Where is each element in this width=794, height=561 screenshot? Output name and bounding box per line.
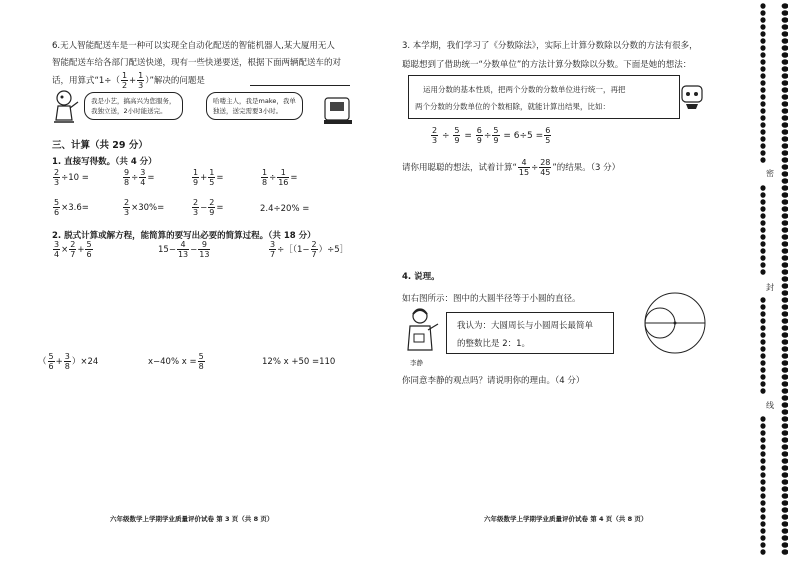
- expr-2: $\frac{9}{8}$ ÷ $\frac{3}{4}$ =: [124, 168, 155, 187]
- binding-dot: [782, 472, 788, 478]
- binding-dot: [760, 318, 765, 324]
- binding-dot: [760, 185, 765, 191]
- binding-dot: [760, 465, 765, 471]
- method-box: [408, 75, 680, 119]
- binding-dot: [760, 444, 765, 450]
- robot-head-icon: [678, 82, 706, 110]
- binding-dot: [782, 521, 788, 527]
- binding-dot: [760, 52, 765, 58]
- binding-dot: [782, 73, 788, 79]
- binding-dot: [782, 178, 788, 184]
- binding-dot: [760, 374, 765, 380]
- binding-dot: [782, 248, 788, 254]
- binding-dot: [760, 199, 765, 205]
- binding-dot: [782, 318, 788, 324]
- binding-dot: [760, 94, 765, 100]
- answer-line[interactable]: [250, 84, 350, 86]
- binding-dot: [782, 381, 788, 387]
- binding-dot: [782, 171, 788, 177]
- problem-1: $\frac{3}{4}$ × $\frac{2}{7}$ + $\frac{5}{6}$: [54, 240, 92, 259]
- binding-dot: [782, 311, 788, 317]
- binding-dot: [782, 101, 788, 107]
- binding-dot: [760, 521, 765, 527]
- method-text-2: 两个分数的分数单位的个数相除，就能计算出结果，比如：: [415, 102, 610, 111]
- problem-2: 15− $\frac{4}{13}$ − $\frac{9}{13}$: [158, 240, 210, 259]
- binding-dot: [782, 290, 788, 296]
- opinion-text-2: 的整数比是 2：1。: [457, 339, 531, 349]
- bubble-text: 独送，送完需要3小时。: [213, 107, 283, 115]
- binding-dot: [782, 157, 788, 163]
- q6-line3: 话，用算式“1÷（ $\frac{1}{2}$ + $\frac{1}{3}$ ）”解决的问题是: [52, 71, 205, 90]
- binding-dot: [760, 423, 765, 429]
- teacher-lijing-icon: [402, 306, 440, 360]
- binding-dot: [760, 430, 765, 436]
- binding-dot: [782, 192, 788, 198]
- binding-dot: [782, 255, 788, 261]
- binding-dot: [760, 528, 765, 534]
- binding-dot: [782, 360, 788, 366]
- margin-label-close: 封: [766, 283, 774, 292]
- page-footer-left: 六年级数学上学期学业质量评价试卷 第 3 页（共 8 页）: [110, 515, 274, 523]
- binding-dot: [760, 486, 765, 492]
- binding-dot: [782, 136, 788, 142]
- expr-5: $\frac{5}{6}$ ×3.6=: [54, 198, 89, 217]
- binding-dot: [760, 66, 765, 72]
- binding-dot: [782, 388, 788, 394]
- binding-dot: [782, 353, 788, 359]
- delivery-robot-icon: [52, 88, 82, 124]
- q6-suffix: ）”解决的问题是: [145, 76, 205, 86]
- binding-dot: [782, 24, 788, 30]
- binding-dot: [782, 374, 788, 380]
- binding-dot: [760, 241, 765, 247]
- opinion-text-1: 我认为：大圆周长与小圆周长最简单: [457, 321, 594, 331]
- binding-dot: [782, 59, 788, 65]
- binding-dot: [782, 199, 788, 205]
- binding-dot: [782, 297, 788, 303]
- binding-dot: [760, 353, 765, 359]
- binding-dot: [760, 269, 765, 275]
- binding-dot: [782, 402, 788, 408]
- binding-dot: [760, 542, 765, 548]
- binding-dot: [782, 325, 788, 331]
- binding-dot: [760, 381, 765, 387]
- binding-dot: [782, 38, 788, 44]
- binding-dot: [760, 360, 765, 366]
- q4-ask: 你同意李静的观点吗？请说明你的理由。（4 分）: [402, 376, 585, 386]
- binding-dot: [760, 304, 765, 310]
- binding-dot: [782, 213, 788, 219]
- margin-label-line: 线: [766, 401, 774, 410]
- binding-dot: [760, 479, 765, 485]
- binding-dot: [782, 276, 788, 282]
- binding-dot: [782, 430, 788, 436]
- binding-dot: [782, 283, 788, 289]
- problem-5: x−40% x = $\frac{5}{8}$: [148, 352, 204, 371]
- teacher-name: 李静: [410, 359, 423, 367]
- method-text-1: 运用分数的基本性质，把两个分数的分数单位进行统一，再把: [423, 85, 626, 94]
- expr-6: $\frac{2}{3}$ ×30%=: [124, 198, 165, 217]
- part1-title: 1. 直接写得数。（共 4 分）: [52, 157, 157, 167]
- binding-dot: [760, 514, 765, 520]
- section3-title: 三、计算（共 29 分）: [52, 140, 148, 151]
- binding-dot: [782, 493, 788, 499]
- binding-dot: [782, 416, 788, 422]
- binding-dot: [782, 185, 788, 191]
- binding-dot: [760, 367, 765, 373]
- expr-1: $\frac{2}{3}$ ÷10 =: [54, 168, 89, 187]
- part2-title: 2. 脱式计算或解方程，能简算的要写出必要的简算过程。（共 18 分）: [52, 231, 316, 241]
- binding-dot: [782, 423, 788, 429]
- binding-dot: [782, 66, 788, 72]
- binding-dot: [760, 206, 765, 212]
- binding-dot: [782, 129, 788, 135]
- binding-dot: [760, 80, 765, 86]
- speech-bubble-make: [206, 92, 303, 120]
- binding-dot: [782, 87, 788, 93]
- binding-dots-outer: [778, 0, 788, 561]
- q6-line2: 智能配送车给各部门配送快递，现有一些快递要送，根据下面两辆配送车的对: [52, 58, 342, 68]
- binding-dot: [760, 101, 765, 107]
- binding-dot: [760, 458, 765, 464]
- binding-dot: [782, 304, 788, 310]
- binding-dot: [782, 206, 788, 212]
- binding-dot: [782, 514, 788, 520]
- binding-dot: [760, 535, 765, 541]
- binding-dot: [760, 220, 765, 226]
- binding-dot: [760, 115, 765, 121]
- binding-dot: [782, 500, 788, 506]
- binding-dot: [760, 262, 765, 268]
- q6-line1: 6.无人智能配送车是一种可以实现全自动化配送的智能机器人,某大厦用无人: [52, 41, 335, 51]
- binding-dot: [782, 507, 788, 513]
- q3-line2: 聪聪想到了借助统一“分数单位”的方法计算分数除以分数。下面是她的想法：: [402, 60, 692, 70]
- binding-dot: [782, 465, 788, 471]
- fraction: $\frac{1}{3}$: [138, 71, 144, 90]
- binding-dot: [782, 367, 788, 373]
- binding-dot: [760, 493, 765, 499]
- binding-dot: [782, 409, 788, 415]
- margin-label-seal: 密: [766, 169, 774, 178]
- binding-dot: [782, 108, 788, 114]
- binding-dot: [782, 241, 788, 247]
- bubble-text: 我独立送，2小时能送完。: [91, 107, 167, 115]
- binding-dot: [760, 297, 765, 303]
- binding-dot: [760, 17, 765, 23]
- binding-dot: [782, 227, 788, 233]
- binding-dot: [760, 549, 765, 555]
- expr-8: 2.4÷20% =: [260, 204, 310, 214]
- binding-dot: [760, 437, 765, 443]
- binding-dot: [782, 549, 788, 555]
- binding-dot: [760, 87, 765, 93]
- binding-dot: [782, 542, 788, 548]
- binding-dot: [760, 45, 765, 51]
- binding-dot: [782, 339, 788, 345]
- speech-bubble-xiaoyi: [84, 92, 183, 120]
- binding-dot: [760, 451, 765, 457]
- delivery-car-icon: [322, 92, 354, 128]
- binding-dot: [782, 332, 788, 338]
- problem-6: 12% x +50 =110: [262, 357, 336, 367]
- binding-dot: [782, 234, 788, 240]
- binding-dot: [782, 535, 788, 541]
- binding-dot: [760, 122, 765, 128]
- binding-dot: [760, 59, 765, 65]
- binding-dot: [782, 269, 788, 275]
- binding-dot: [760, 157, 765, 163]
- opinion-box: [446, 312, 614, 354]
- binding-dot: [760, 136, 765, 142]
- binding-dot: [760, 255, 765, 261]
- q6-prefix: 话，用算式“1÷（: [52, 76, 120, 86]
- binding-dot: [760, 248, 765, 254]
- problem-3: $\frac{3}{7}$ ÷［（1− $\frac{2}{7}$ ）÷5］: [270, 240, 349, 259]
- binding-dot: [760, 31, 765, 37]
- q4-title: 4. 说理。: [402, 272, 440, 282]
- binding-dot: [760, 311, 765, 317]
- binding-dot: [782, 262, 788, 268]
- binding-dot: [760, 325, 765, 331]
- binding-dot: [782, 3, 788, 9]
- fraction: $\frac{1}{2}$: [121, 71, 128, 90]
- binding-dot: [782, 458, 788, 464]
- binding-dot: [760, 346, 765, 352]
- binding-dot: [760, 108, 765, 114]
- q4-line1: 如右图所示：图中的大圆半径等于小圆的直径。: [402, 294, 581, 304]
- binding-dot: [760, 3, 765, 9]
- binding-dot: [760, 143, 765, 149]
- expr-3: $\frac{1}{9}$ + $\frac{1}{5}$ =: [193, 168, 224, 187]
- binding-dots-inner: [756, 0, 766, 561]
- binding-dot: [760, 472, 765, 478]
- problem-4: （ $\frac{5}{6}$ + $\frac{3}{8}$ ）×24: [38, 352, 99, 371]
- binding-dot: [760, 339, 765, 345]
- binding-dot: [782, 479, 788, 485]
- binding-dot: [760, 192, 765, 198]
- q3-ask: 请你用聪聪的想法，试着计算“ $\frac{4}{15}$ ÷ $\frac{28}{45}$ ”的结果。（3 分）: [402, 158, 621, 177]
- binding-dot: [782, 80, 788, 86]
- binding-dot: [760, 38, 765, 44]
- binding-dot: [760, 332, 765, 338]
- binding-dot: [760, 416, 765, 422]
- example-equation: $\frac{2}{3}$ ÷ $\frac{5}{9}$ = $\frac{6}{9}$ ÷ $\frac{5}{9}$ = 6÷5 = $\frac{6}{5}$: [432, 126, 551, 145]
- binding-dot: [782, 346, 788, 352]
- page-footer-right: 六年级数学上学期学业质量评价试卷 第 4 页（共 8 页）: [484, 515, 648, 523]
- binding-dot: [782, 52, 788, 58]
- binding-dot: [782, 528, 788, 534]
- binding-dot: [760, 507, 765, 513]
- binding-dot: [760, 73, 765, 79]
- expr-4: $\frac{1}{8}$ ÷ $\frac{1}{16}$ =: [262, 168, 298, 187]
- binding-dot: [782, 486, 788, 492]
- binding-dot: [782, 115, 788, 121]
- binding-dot: [782, 31, 788, 37]
- binding-dot: [782, 220, 788, 226]
- binding-dot: [760, 213, 765, 219]
- binding-dot: [760, 500, 765, 506]
- binding-dot: [782, 122, 788, 128]
- binding-dot: [782, 17, 788, 23]
- binding-dot: [782, 94, 788, 100]
- binding-dot: [760, 234, 765, 240]
- binding-dot: [782, 444, 788, 450]
- binding-dot: [782, 164, 788, 170]
- binding-dot: [782, 143, 788, 149]
- binding-dot: [782, 45, 788, 51]
- binding-dot: [760, 10, 765, 16]
- bubble-text: 哈喽主人，我是make，我单: [213, 97, 296, 105]
- circles-diagram: [642, 290, 708, 356]
- q3-line1: 3. 本学期，我们学习了《分数除法》，实际上计算分数除以分数的方法有很多，: [402, 41, 698, 51]
- binding-dot: [760, 388, 765, 394]
- binding-dot: [760, 227, 765, 233]
- binding-dot: [782, 395, 788, 401]
- binding-dot: [782, 451, 788, 457]
- binding-dot: [760, 150, 765, 156]
- expr-7: $\frac{2}{3}$ − $\frac{2}{9}$ =: [193, 198, 224, 217]
- binding-dot: [760, 129, 765, 135]
- binding-dot: [782, 10, 788, 16]
- binding-dot: [760, 24, 765, 30]
- binding-dot: [782, 150, 788, 156]
- binding-dot: [782, 437, 788, 443]
- bubble-text: 我是小艺，搞高兴为您服务，: [91, 97, 176, 105]
